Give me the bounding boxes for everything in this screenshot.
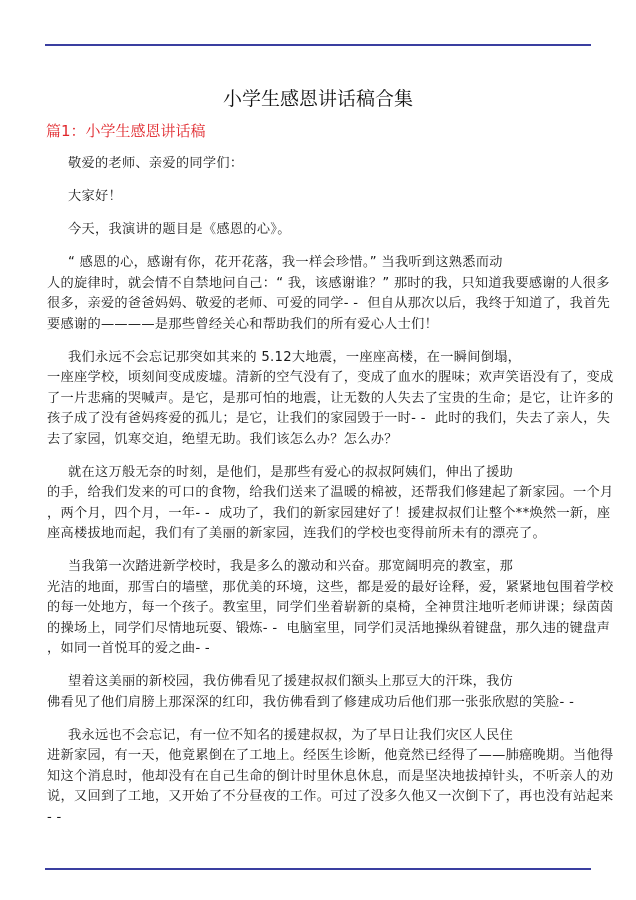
text-line: 望着这美丽的新校园，我仿佛看见了援建叔叔们额头上那豆大的汗珠，我仿 [68, 674, 514, 689]
text-line: “ 感恩的心，感谢有你，花开花落，我一样会珍惜。” 当我听到这熟悉而动 [68, 255, 503, 270]
text-line: 当我第一次踏进新学校时，我是多么的激动和兴奋。那宽阔明亮的教室，那 [68, 559, 514, 574]
text-line: 了一片悲痛的哭喊声。是它，是那可怕的地震，让无数的人失去了宝贵的生命；是它，让许多的 [47, 390, 614, 406]
paragraph [47, 557, 614, 660]
paragraph [47, 672, 595, 713]
text-line: ，两个月，四个月，一年- - 成功了，我们的新家园建好了！援建叔叔们让整个**焕然一新，座 [47, 505, 611, 521]
text-line: 光洁的地面，那雪白的墙壁，那优美的环境，这些，都是爱的最好诠释，爱，紧紧地包围着学校 [47, 579, 614, 595]
text-line: ，如同一首悦耳的爱之曲- - [47, 641, 210, 656]
text-line: 人的旋律时，就会情不自禁地问自己：“ 我，该感谢谁？” 那时的我，只知道我要感谢的人很多 [47, 275, 610, 291]
paragraph [47, 463, 614, 545]
text-line: 的操场上，同学们尽情地玩耍、锻炼- - 电脑室里，同学们灵活地操纵着键盘，那久违的键盘声 [47, 620, 611, 636]
text-line: 的手，给我们发来的可口的食物，给我们送来了温暖的棉被，还帮我们修建起了新家园。一个月 [47, 485, 614, 500]
paragraph [47, 220, 595, 241]
paragraph [47, 253, 611, 335]
text-line: 座高楼拔地而起，我们有了美丽的新家园，连我们的学校也变得前所未有的漂亮了。 [47, 526, 547, 541]
text-line: 要感谢的————是那些曾经关心和帮助我们的所有爱心人士们！ [47, 316, 439, 332]
footer-rule [45, 868, 591, 870]
text-line: 就在这万般无奈的时刻，是他们，是那些有爱心的叔叔阿姨们，伸出了援助 [68, 464, 514, 480]
text-line: 很多，亲爱的爸爸妈妈、敬爱的老师、可爱的同学- - 但自从那次以后，我终于知道了，我首先 [47, 296, 611, 311]
paragraph [47, 187, 595, 208]
text-line: 今天，我演讲的题目是《感恩的心》。 [68, 222, 291, 237]
text-line: 大家好！ [68, 189, 122, 204]
text-line: 说，又回到了工地，又开始了不分昼夜的工作。可过了没多久他又一次倒下了，再也没有站起来 [47, 789, 614, 804]
paragraph [47, 726, 614, 829]
text-line: 知这个消息时，他却没有在自己生命的倒计时里休息休息，而是坚决地拔掉针头，不听亲人的劝 [47, 768, 614, 784]
text-line: 的每一处地方，每一个孩子。教室里，同学们坐着崭新的桌椅，全神贯注地听老师讲课；绿茵茵 [47, 600, 614, 615]
text-line: 孩子成了没有爸妈疼爱的孤儿；是它，让我们的家园毁于一时- - 此时的我们，失去了亲人，失 [47, 411, 611, 426]
text-line: 进新家园，有一天，他竟累倒在了工地上。经医生诊断，他竟然已经得了——肺癌晚期。当他得 [47, 748, 614, 763]
text-line: 去了家园，饥寒交迫，绝望无助。我们该怎么办？怎么办？ [47, 431, 398, 447]
text-line: 一座座学校，顷刻间变成废墟。清新的空气没有了，变成了血水的腥味；欢声笑语没有了，变成 [47, 370, 614, 385]
text-line: 我们永远不会忘记那突如其来的 5.12大地震，一座座高楼，在一瞬间倒塌， [68, 349, 522, 365]
paragraph [47, 154, 595, 175]
text-line: 佛看见了他们肩膀上那深深的红印，我仿佛看到了修建成功后他们那一张张欣慰的笑脸- - [47, 694, 575, 710]
text-line: - - [47, 809, 62, 825]
text-line: 我永远也不会忘记，有一位不知名的援建叔叔，为了早日让我们灾区人民住 [68, 727, 514, 743]
text-line: 敬爱的老师、亲爱的同学们： [68, 156, 244, 171]
paragraph [47, 348, 614, 451]
document-title: 小学生感恩讲话稿合集 [222, 88, 413, 110]
document-body [47, 154, 614, 841]
header-rule [45, 44, 591, 46]
section-heading: 篇1：小学生感恩讲话稿 [46, 122, 206, 140]
